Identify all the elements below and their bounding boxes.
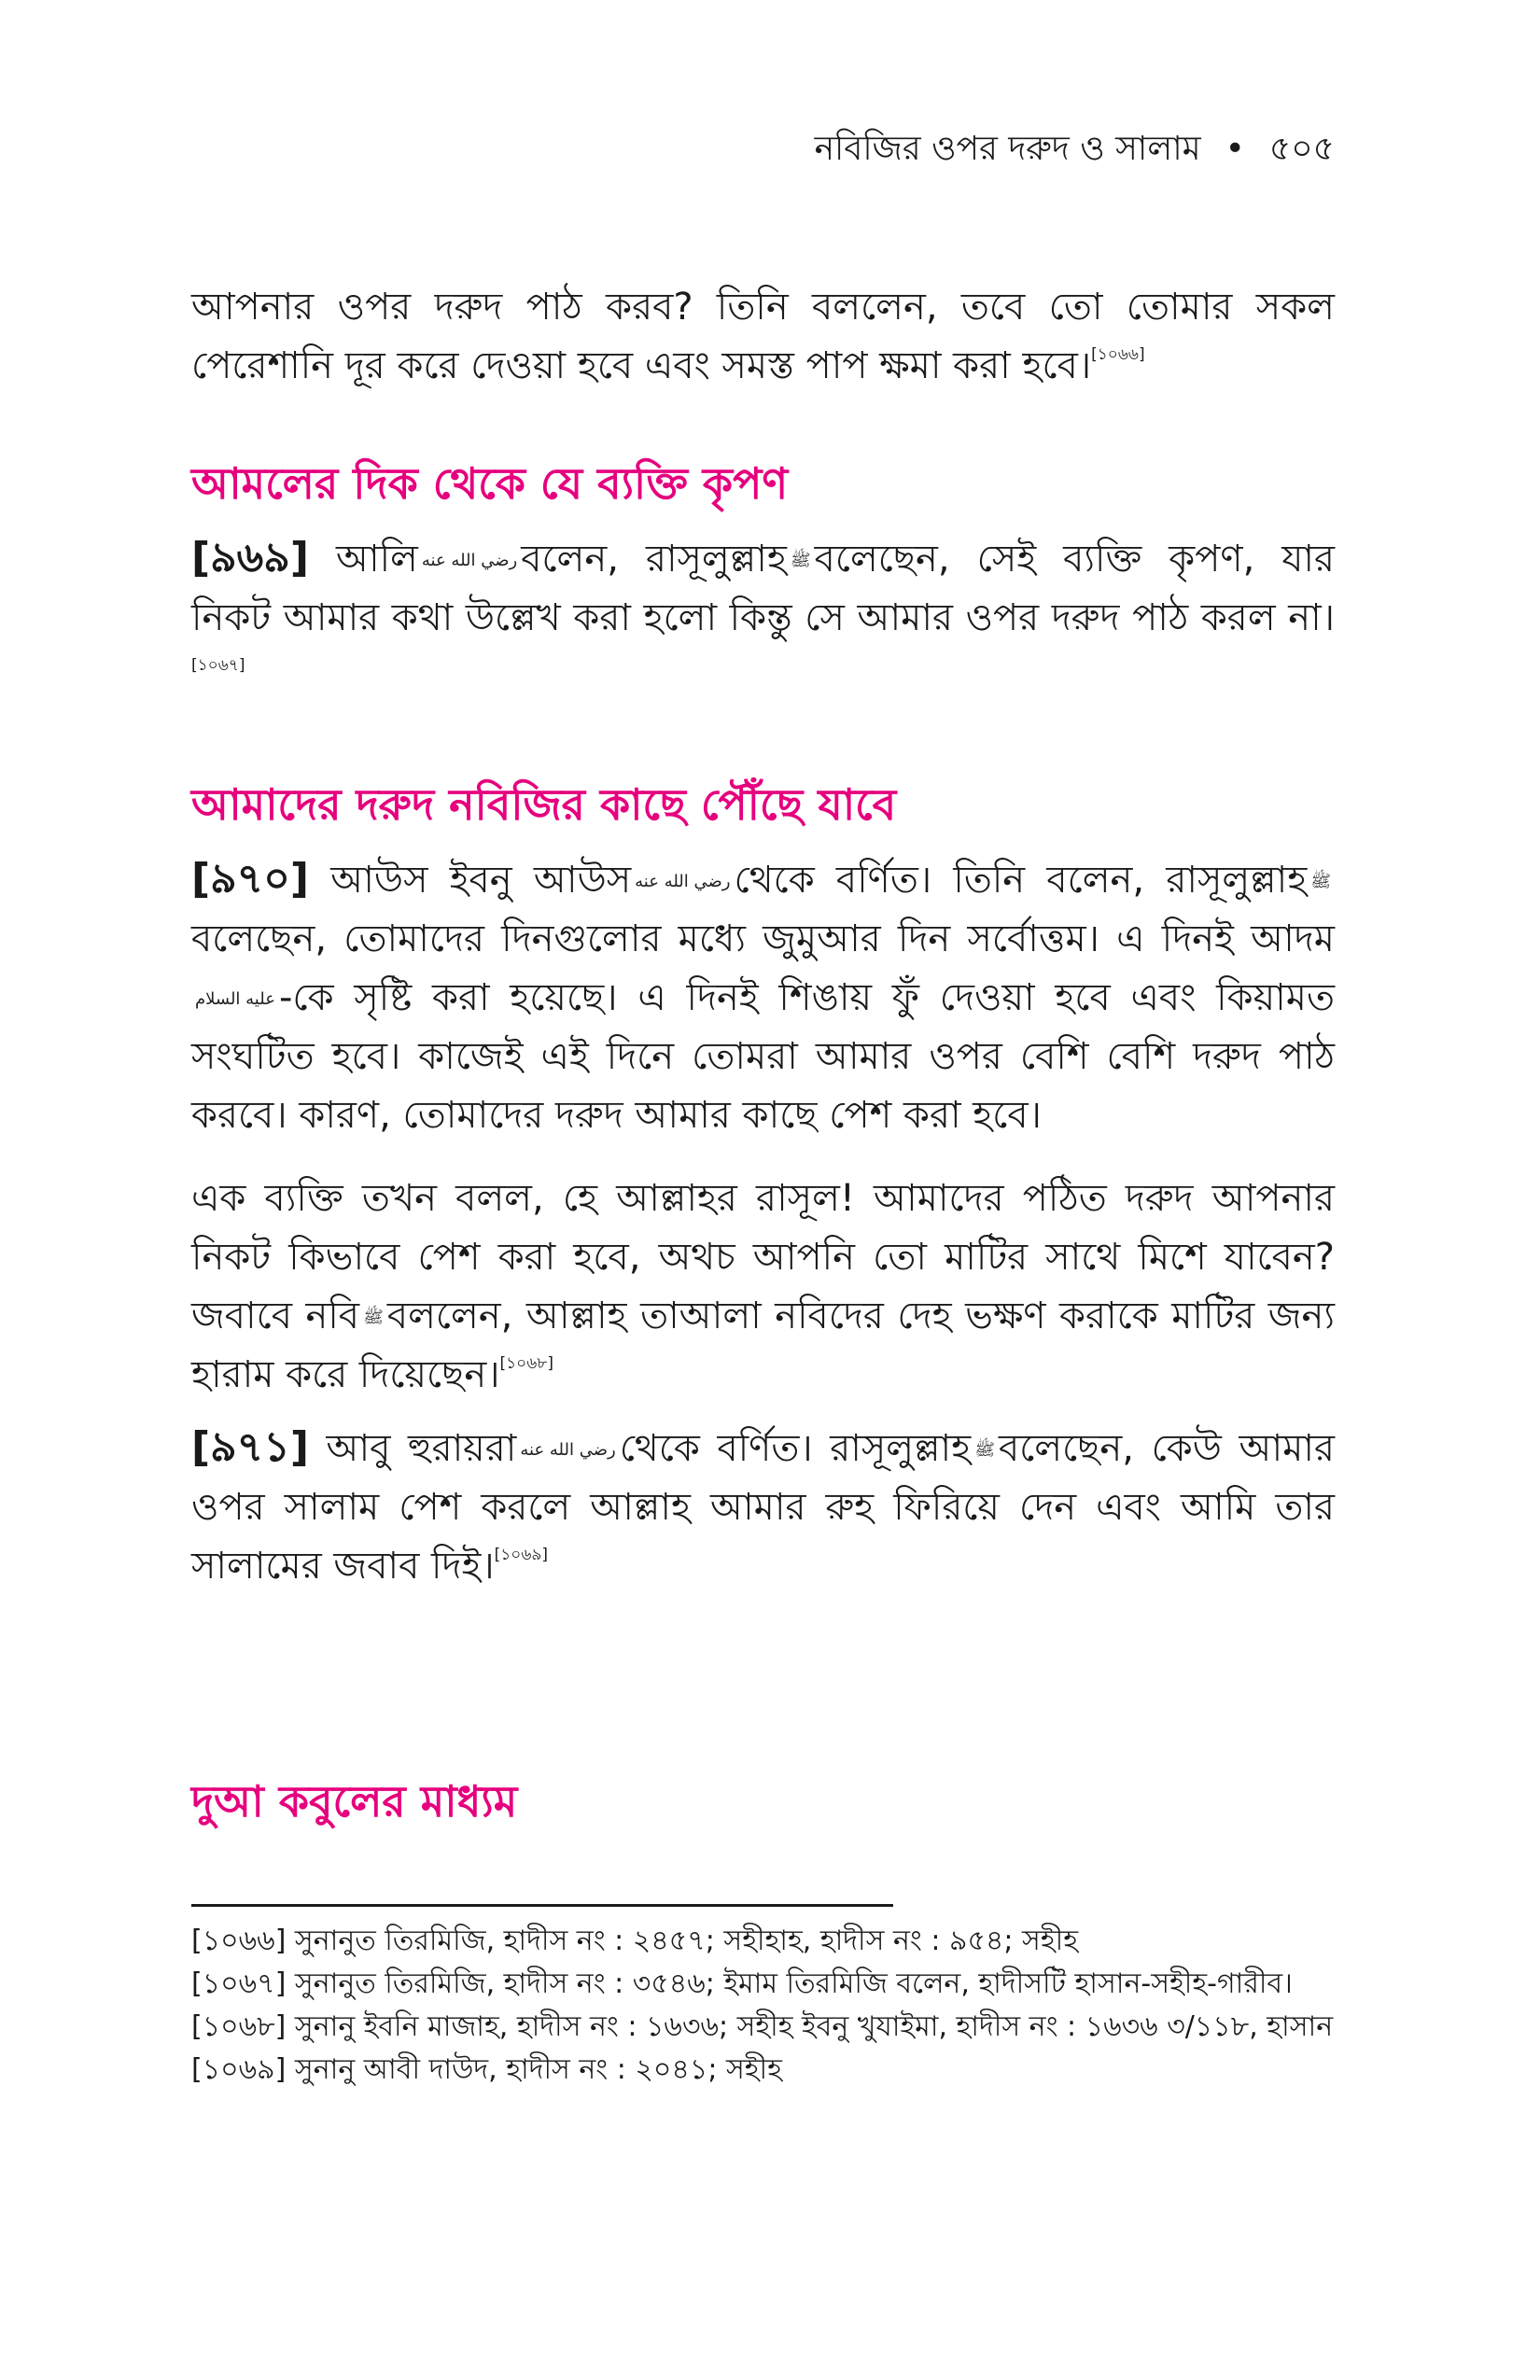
radiyallahu-anhu-icon: رضي الله عنه <box>520 1440 616 1460</box>
footnote-ref-1066[interactable]: [১০৬৬] <box>1091 345 1145 364</box>
page-number: ৫০৫ <box>1268 130 1335 168</box>
hadith-text: বলেন, রাসূলুল্লাহ <box>521 538 787 581</box>
hadith-text: বলেছেন, কেউ আমার ওপর সালাম পেশ করলে আল্লাহ আমার রুহ ফিরিয়ে দেন এবং আমি তার সালামের জবাব দিই। <box>191 1427 1335 1588</box>
hadith-number: [৯৭১] <box>191 1423 309 1471</box>
continuation-block <box>191 278 1335 396</box>
book-page <box>191 0 1335 2380</box>
section-title: আমাদের দরুদ নবিজির কাছে পৌঁছে যাবে <box>191 779 897 830</box>
hadith-970 <box>191 849 1335 1145</box>
section-miser <box>191 455 1335 707</box>
hadith-text: বলেছেন, সেই ব্যক্তি কৃপণ, যার নিকট আমার কথা উল্লেখ করা হলো কিন্তু সে আমার ওপর দরুদ পাঠ করল না। <box>191 538 1335 639</box>
section-durood-reaches <box>191 777 1335 1596</box>
section-title: দুআ কবুলের মাধ্যম <box>191 1776 518 1827</box>
hadith-text: থেকে বর্ণিত। তিনি বলেন, রাসূলুল্লাহ <box>734 859 1308 902</box>
section-title: আমলের দিক থেকে যে ব্যক্তি কৃপণ <box>191 458 789 509</box>
hadith-number: [৯৭০] <box>191 855 309 903</box>
radiyallahu-anhu-icon: رضي الله عنه <box>421 551 518 570</box>
section-dua-acceptance <box>191 1773 1335 1829</box>
footnotes <box>191 1921 1335 2093</box>
hadith-text: -কে সৃষ্টি করা হয়েছে। এ দিনই শিঙায় ফুঁ দেওয়া হবে এবং কিয়ামত সংঘটিত হবে। কাজেই এই দিনে তোমরা আমার ওপর বেশি বেশি দরুদ পাঠ করবে। কারণ, তোমাদের দরুদ আমার কাছে পেশ করা হবে। <box>191 976 1335 1137</box>
salallahu-alayhi-wasallam-icon: ﷺ <box>974 1440 995 1460</box>
salallahu-alayhi-wasallam-icon: ﷺ <box>1310 872 1332 891</box>
footnote-1067: [১০৬৭] সুনানুত তিরমিজি, হাদীস নং : ৩৫৪৬; ইমাম তিরমিজি বলেন, হাদীসটি হাসান-সহীহ-গারীব। <box>191 1967 1293 2000</box>
footnote-ref-1068[interactable]: [১০৬৮] <box>499 1354 553 1373</box>
footnote-1066: [১০৬৬] সুনানুত তিরমিজি, হাদীস নং : ২৪৫৭; সহীহাহ, হাদীস নং : ৯৫৪; সহীহ <box>191 1925 1078 1957</box>
hadith-text: থেকে বর্ণিত। রাসূলুল্লাহ <box>619 1427 972 1470</box>
salallahu-alayhi-wasallam-icon: ﷺ <box>790 551 811 570</box>
running-head <box>815 126 1335 173</box>
followup-text: বললেন, আল্লাহ তাআলা নবিদের দেহ ভক্ষণ করাকে মাটির জন্য হারাম করে দিয়েছেন। <box>191 1295 1335 1396</box>
running-head-title: নবিজির ওপর দরুদ ও সালাম <box>814 130 1201 168</box>
hadith-text: বলেছেন, তোমাদের দিনগুলোর মধ্যে জুমুআর দিন সর্বোত্তম। এ দিনই আদম <box>191 917 1335 960</box>
salallahu-alayhi-wasallam-icon: ﷺ <box>363 1308 384 1327</box>
footnote-ref-1069[interactable]: [১০৬৯] <box>494 1546 549 1564</box>
footnote-1068: [১০৬৮] সুনানু ইবনি মাজাহ, হাদীস নং : ১৬৩৬; সহীহ ইবনু খুযাইমা, হাদীস নং : ১৬৩৬ ৩/১১৮, হাসান <box>191 2010 1334 2043</box>
hadith-text: আবু হুরায়রা <box>326 1427 517 1470</box>
footnote-ref-1067[interactable]: [১০৬৭] <box>191 656 245 675</box>
hadith-969 <box>191 528 1335 707</box>
alayhis-salam-icon: عليه السلام <box>195 989 275 1009</box>
hadith-text: আলি <box>335 538 418 581</box>
hadith-text: আউস ইবনু আউস <box>330 859 632 902</box>
bullet-separator-icon: • <box>1225 130 1245 168</box>
followup-paragraph <box>191 1169 1335 1405</box>
hadith-number: [৯৬৯] <box>191 534 309 581</box>
continuation-text: আপনার ওপর দরুদ পাঠ করব? তিনি বললেন, তবে তো তোমার সকল পেরেশানি দূর করে দেওয়া হবে এবং সমস্ত পাপ ক্ষমা করা হবে। <box>191 286 1335 387</box>
footnote-divider <box>191 1904 893 1907</box>
footnote-1069: [১০৬৯] সুনানু আবী দাউদ, হাদীস নং : ২০৪১; সহীহ <box>191 2053 782 2086</box>
followup-text: এক ব্যক্তি তখন বলল, হে আল্লাহর রাসূল! আমাদের পঠিত দরুদ আপনার নিকট কিভাবে পেশ করা হবে, অথচ আপনি তো মাটির সাথে মিশে যাবেন? জবাবে নবি <box>191 1177 1335 1337</box>
hadith-971 <box>191 1418 1335 1596</box>
continuation-paragraph <box>191 278 1335 396</box>
radiyallahu-anhu-icon: رضي الله عنه <box>635 872 731 891</box>
